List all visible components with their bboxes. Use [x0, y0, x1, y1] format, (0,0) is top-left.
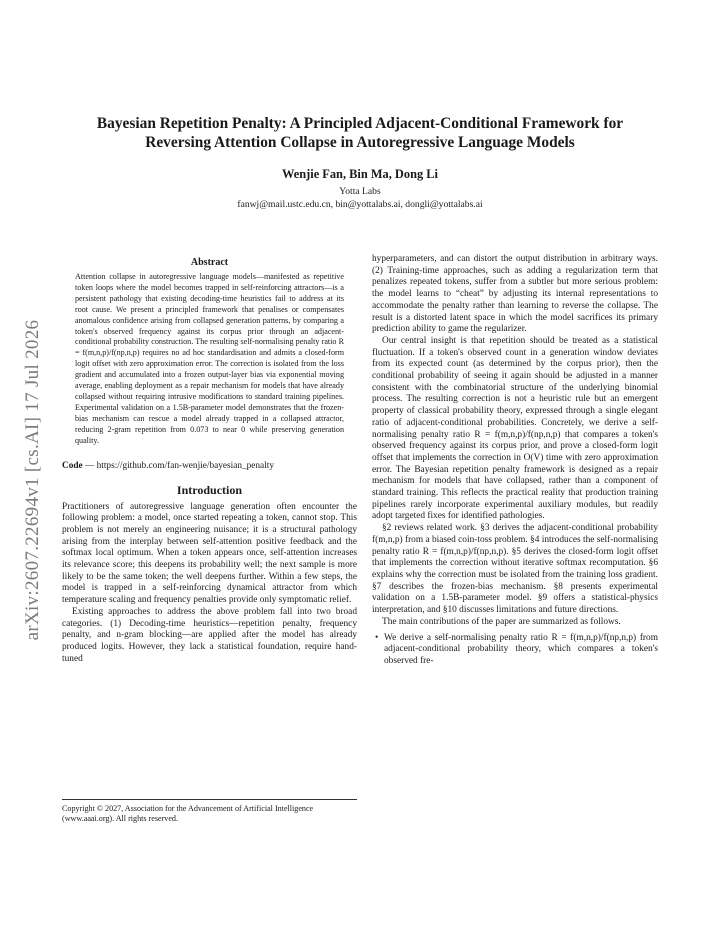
code-line	[62, 461, 357, 471]
title-line-1: Bayesian Repetition Penalty: A Principled Adjacent-Conditional Framework for	[96, 115, 624, 132]
arxiv-stamp-text: arXiv:2607.22694v1 [cs.AI] 17 Jul 2026	[22, 319, 43, 641]
right-paragraph-2: Our central insight is that repetition should be treated as a statistical fluctuation. If a token's observed count in a generation window deviates from its expected count (as determined by the corpus prior), then the conditional probability of seeing it again should be adjusted in a manner consistent with the combinatorial structure of the underlying binomial process. The resulting correction is not a heuristic rule but an emergent property of classical probability theory, expressed through a single elegant ratio of adjacent-conditional probabilities. Concretely, we derive a self-normalising penalty ratio R = f(m,n,p)/f(np,n,p) that compares a token's observed frequency against its corpus prior, and prove a closed-form logit offset that implements the correction in O(V) time with zero approximation error. The Bayesian repetition penalty framework is designed as a repair mechanism for models that have collapsed, rather than a component of standard training. This reflects the practical reality that production training pipelines rarely incorporate experimental auxiliary modules, but readily adopt targeted fixes for identified pathologies.	[372, 335, 658, 522]
affiliation-block	[60, 186, 660, 211]
authors: Wenjie Fan, Bin Ma, Dong Li	[282, 167, 438, 181]
abstract-heading: Abstract	[190, 257, 229, 268]
right-column	[372, 254, 658, 668]
contributions-list	[372, 633, 658, 668]
affiliation: Yotta Labs	[339, 186, 381, 197]
contribution-item: • We derive a self-normalising penalty ratio R = f(m,n,p)/f(np,n,p) from adjacent-conditional probability theory, which compares a token's observed fre-	[384, 633, 658, 668]
code-link[interactable]: — https://github.com/fan-wenjie/bayesian_penalty	[82, 460, 274, 471]
emails: fanwj@mail.ustc.edu.cn, bin@yottalabs.ai, dongli@yottalabs.ai	[237, 198, 483, 210]
paper-title	[60, 114, 660, 152]
title-line-2: Reversing Attention Collapse in Autoregressive Language Models	[145, 134, 575, 151]
arxiv-stamp	[10, 319, 56, 641]
copyright-footnote: Copyright © 2027, Association for the Advancement of Artificial Intelligence (www.aaai.org). All rights reserved.	[62, 799, 357, 825]
left-column	[62, 255, 357, 665]
intro-paragraph-2: Existing approaches to address the above problem fall into two broad categories. (1) Decoding-time heuristics—repetition penalty, frequency penalty, and n-gram blocking—are applied after the model has already produced logits. However, they lack a statistical foundation, require hand-tuned	[62, 606, 357, 664]
right-paragraph-1: hyperparameters, and can distort the output distribution in arbitrary ways. (2) Training-time approaches, such as adding a regularization term that penalizes repeated tokens, suffer from a subtler but more serious problem: the model learns to “cheat” by adjusting its internal representations to accommodate the penalty rather than learning to reverse the collapse. The result is a distorted latent space in which the model sacrifices its primary prediction ability to game the regularizer.	[372, 254, 658, 335]
abstract-text: Attention collapse in autoregressive language models—manifested as repetitive token loops where the model becomes trapped in self-reinforcing attractors—is a persistent pathology that existing decoding-time heuristics fail to address at its root cause. We present a principled framework that penalises or compensates anomalous confidence arising from collapsed generation patterns, by comparing a token's observed frequency against its corpus prior through an adjacent-conditional probability construction. The resulting self-normalising penalty ratio R = f(m,n,p)/f(np,n,p) requires no ad hoc standardisation and admits a closed-form logit offset with zero approximation error. The correction is isolated from the loss gradient and accumulated into a frozen output-layer bias via exponential moving average, enabling deployment as a repair mechanism for models that have already collapsed without requiring intrusive modifications to standard training pipelines. Experimental validation on a 1.5B-parameter model demonstrates that the frozen-bias mechanism can rescue a model already trapped in a collapsed attractor, reducing 2-gram repetition from 0.073 to near 0 while preserving generation quality.	[75, 272, 344, 445]
right-paragraph-3: §2 reviews related work. §3 derives the adjacent-conditional probability f(m,n,p) from a biased coin-toss problem. §4 introduces the self-normalising penalty ratio R = f(m,n,p)/f(np,n,p). §5 derives the closed-form logit offset that implements the correction without iterative softmax recomputation. §6 explains why the correction must be isolated from the training loss gradient. §7 describes the frozen-bias mechanism. §8 presents experimental validation on a 1.5B-parameter model. §9 offers a statistical-physics interpretation, and §10 discusses limitations and future directions.	[372, 523, 658, 616]
intro-paragraph-1: Practitioners of autoregressive language generation often encounter the following problem: a model, once started repeating a token, cannot stop. This problem is not merely an engineering nuisance; it is a structural pathology arising from the interplay between self-attention positive feedback and the softmax local optimum. When a token appears once, self-attention increases its relevance score; this deepens its probability well; the next sample is more likely to be the same token; the well deepens further. Within a few steps, the model is trapped in a self-reinforcing dynamical attractor from which temperature scaling and frequency penalties provide only symptomatic relief.	[62, 501, 357, 606]
right-paragraph-4: The main contributions of the paper are summarized as follows.	[382, 616, 621, 627]
code-label: Code	[62, 460, 83, 471]
intro-heading: Introduction	[176, 482, 243, 497]
